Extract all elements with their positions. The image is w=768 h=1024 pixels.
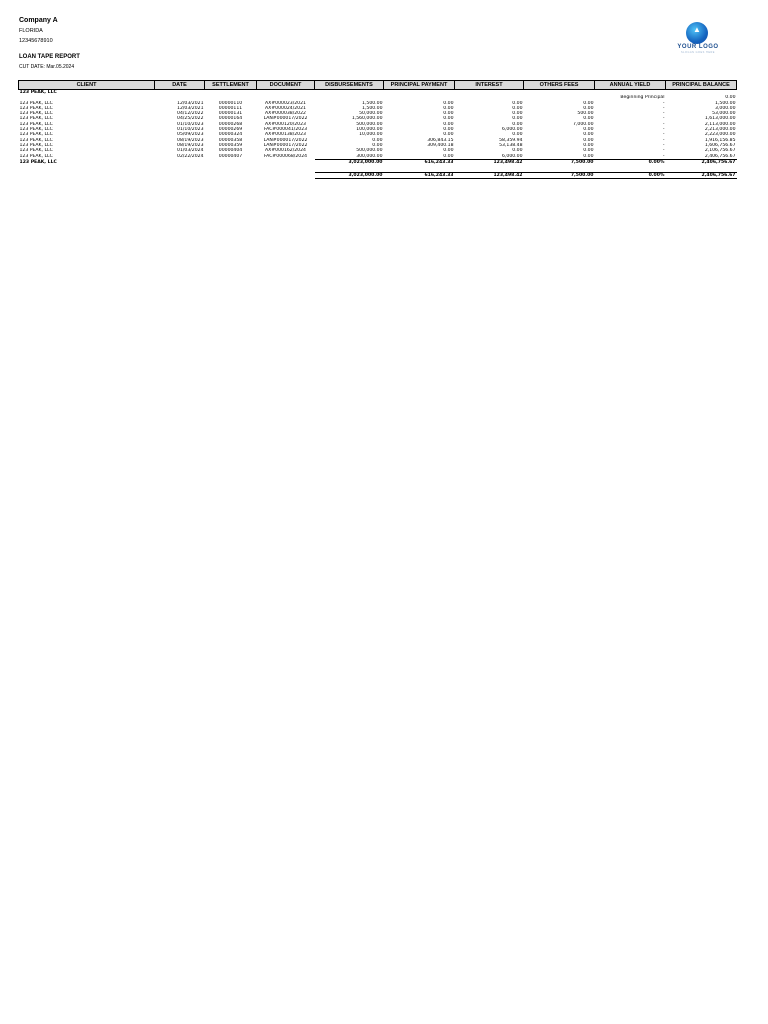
cell-document: AX#000162/2024 bbox=[265, 148, 306, 154]
cell-principal-balance: 1,500.00 bbox=[715, 100, 736, 106]
cell-client: 123 PEAK, LLC bbox=[19, 153, 53, 159]
cell-principal-balance: 2,223,000.00 bbox=[704, 132, 736, 138]
cell-disbursements: 1,560,000.00 bbox=[351, 116, 383, 122]
beginning-principal-balance: 0.00 bbox=[725, 95, 736, 101]
cell-disbursements: 300,000.00 bbox=[356, 153, 383, 159]
col-header-principal-payment: PRINCIPAL PAYMENT bbox=[384, 81, 455, 90]
cell-principal-payment: 0.00 bbox=[443, 116, 454, 122]
cell-date: 04/25/2022 bbox=[177, 116, 204, 122]
cell-others-fees: 0.00 bbox=[583, 116, 594, 122]
cell-interest: 0.00 bbox=[512, 111, 523, 117]
cell-disbursements: 10,000.00 bbox=[359, 132, 383, 138]
cell-date: 02/22/2024 bbox=[177, 153, 204, 159]
cell-client: 123 PEAK, LLC bbox=[19, 142, 53, 148]
cell-date: 08/19/2023 bbox=[177, 142, 204, 148]
logo-text: YOUR LOGO bbox=[677, 44, 719, 50]
col-header-principal-balance: PRINCIPAL BALANCE bbox=[666, 81, 737, 90]
company-phone: 12345678910 bbox=[19, 38, 53, 44]
cell-document: AX#000023/2021 bbox=[265, 100, 306, 106]
cell-disbursements: 0.00 bbox=[372, 142, 383, 148]
cell-date: 12/03/2021 bbox=[177, 105, 204, 111]
subtotal-interest: 123,498.42 bbox=[455, 159, 524, 165]
cell-principal-payment: 0.00 bbox=[443, 148, 454, 154]
cell-date: 08/19/2023 bbox=[177, 137, 204, 143]
cell-date: 01/10/2023 bbox=[177, 121, 204, 127]
cell-disbursements: 100,000.00 bbox=[356, 127, 383, 133]
cell-others-fees: 0.00 bbox=[583, 100, 594, 106]
col-header-document: DOCUMENT bbox=[257, 81, 315, 90]
cell-principal-payment: 0.00 bbox=[443, 127, 454, 133]
cell-document: AX#000120/2023 bbox=[265, 121, 306, 127]
cell-principal-balance: 2,213,000.00 bbox=[704, 127, 736, 133]
cell-others-fees: 0.00 bbox=[583, 137, 594, 143]
report-title: LOAN TAPE REPORT bbox=[19, 54, 80, 60]
cell-disbursements: 500,000.00 bbox=[356, 121, 383, 127]
grand-total-row bbox=[19, 173, 737, 179]
subtotal-principal-balance: 2,406,756.67 bbox=[666, 159, 737, 165]
cell-document: LAN#000017/2022 bbox=[263, 137, 308, 143]
cell-annual-yield: - bbox=[662, 105, 665, 111]
cell-interest: 0.00 bbox=[512, 121, 523, 127]
col-header-interest: INTEREST bbox=[455, 81, 524, 90]
cell-document: LAN#000017/2022 bbox=[263, 116, 308, 122]
cell-annual-yield: - bbox=[662, 100, 665, 106]
cell-date: 05/09/2023 bbox=[177, 132, 204, 138]
cell-interest: 6,000.00 bbox=[502, 153, 523, 159]
cell-date: 04/12/2022 bbox=[177, 111, 204, 117]
cell-date: 01/10/2023 bbox=[177, 127, 204, 133]
cell-annual-yield: - bbox=[662, 148, 665, 154]
company-logo bbox=[672, 22, 724, 56]
cell-document: LAN#000017/2022 bbox=[263, 142, 308, 148]
company-name: Company A bbox=[19, 17, 58, 24]
cell-date: 12/03/2021 bbox=[177, 100, 204, 106]
cell-settlement: 00000358 bbox=[218, 137, 243, 143]
grand-total-disbursements: 3,023,000.00 bbox=[315, 173, 384, 179]
cell-others-fees: 0.00 bbox=[583, 153, 594, 159]
cell-principal-balance: 2,406,756.67 bbox=[704, 153, 736, 159]
loan-tape-table bbox=[18, 80, 737, 179]
cell-interest: 0.00 bbox=[512, 148, 523, 154]
grand-total-others-fees: 7,500.00 bbox=[524, 173, 595, 179]
cell-settlement: 00000324 bbox=[218, 132, 243, 138]
cell-others-fees: 0.00 bbox=[583, 132, 594, 138]
beginning-principal-label: Beginning Principal bbox=[620, 95, 665, 101]
cell-principal-payment: 309,400.18 bbox=[427, 142, 454, 148]
cell-principal-payment: 0.00 bbox=[443, 111, 454, 117]
cell-principal-balance: 1,606,756.67 bbox=[704, 142, 736, 148]
subtotal-annual-yield: 0.00% bbox=[595, 159, 666, 165]
cut-date: CUT DATE: Mar.05.2024 bbox=[19, 64, 75, 70]
cell-annual-yield: - bbox=[662, 111, 665, 117]
subtotal-principal-payment: 616,243.33 bbox=[384, 159, 455, 165]
cell-document: FAC#000041/2023 bbox=[263, 127, 308, 133]
cell-principal-payment: 0.00 bbox=[443, 121, 454, 127]
subtotal-others-fees: 7,500.00 bbox=[524, 159, 595, 165]
cell-disbursements: 1,500.00 bbox=[362, 100, 383, 106]
cell-others-fees: 7,000.00 bbox=[573, 121, 594, 127]
cell-client: 123 PEAK, LLC bbox=[19, 132, 53, 138]
cell-principal-payment: 0.00 bbox=[443, 105, 454, 111]
table-header-row bbox=[19, 81, 737, 90]
cell-interest: 0.00 bbox=[512, 100, 523, 106]
cell-principal-payment: 0.00 bbox=[443, 100, 454, 106]
cell-principal-balance: 2,113,000.00 bbox=[704, 121, 736, 127]
cell-annual-yield: - bbox=[662, 121, 665, 127]
cell-others-fees: 500.00 bbox=[577, 111, 594, 117]
cell-client: 123 PEAK, LLC bbox=[19, 148, 53, 154]
cell-settlement: 00000268 bbox=[218, 121, 243, 127]
cell-interest: 58,359.94 bbox=[499, 137, 523, 143]
cell-principal-balance: 2,106,756.67 bbox=[704, 148, 736, 154]
subtotal-label: 123 PEAK, LLC bbox=[19, 159, 57, 165]
cell-settlement: 00000110 bbox=[218, 100, 243, 106]
cell-settlement: 00000111 bbox=[218, 105, 243, 111]
cell-principal-balance: 1,613,000.00 bbox=[704, 116, 736, 122]
cell-annual-yield: - bbox=[662, 116, 665, 122]
cell-principal-balance: 1,916,156.85 bbox=[704, 137, 736, 143]
cell-interest: 53,138.48 bbox=[499, 142, 523, 148]
cell-principal-payment: 306,843.15 bbox=[427, 137, 454, 143]
cell-principal-payment: 0.00 bbox=[443, 153, 454, 159]
cell-others-fees: 0.00 bbox=[583, 148, 594, 154]
cell-client: 123 PEAK, LLC bbox=[19, 100, 53, 106]
cell-settlement: 00000404 bbox=[218, 148, 243, 154]
logo-tagline: SLOGAN GOES HERE bbox=[681, 51, 715, 54]
cell-principal-balance: 53,000.00 bbox=[712, 111, 736, 117]
cell-settlement: 00000131 bbox=[218, 111, 243, 117]
col-header-settlement: SETTLEMENT bbox=[205, 81, 257, 90]
cell-interest: 0.00 bbox=[512, 132, 523, 138]
logo-icon: ▲ bbox=[686, 22, 708, 44]
cell-principal-payment: 0.00 bbox=[443, 132, 454, 138]
cell-annual-yield: - bbox=[662, 153, 665, 159]
col-header-others-fees: OTHERS FEES bbox=[524, 81, 595, 90]
cell-others-fees: 0.00 bbox=[583, 105, 594, 111]
grand-total-principal-balance: 2,406,756.67 bbox=[666, 173, 737, 179]
cell-client: 123 PEAK, LLC bbox=[19, 121, 53, 127]
cell-client: 123 PEAK, LLC bbox=[19, 127, 53, 133]
cell-client: 123 PEAK, LLC bbox=[19, 105, 53, 111]
cell-document: AX#000138/2023 bbox=[265, 132, 306, 138]
cell-client: 123 PEAK, LLC bbox=[19, 111, 53, 117]
cell-document: AX#000024/2021 bbox=[265, 105, 306, 111]
col-header-annual-yield: ANNUAL YIELD bbox=[595, 81, 666, 90]
grand-total-interest: 123,498.42 bbox=[455, 173, 524, 179]
cell-disbursements: 500,000.00 bbox=[356, 148, 383, 154]
grand-total-annual-yield: 0.00% bbox=[595, 173, 666, 179]
cell-annual-yield: - bbox=[662, 127, 665, 133]
group-name: 123 PEAK, LLC bbox=[19, 90, 737, 96]
cell-annual-yield: - bbox=[662, 142, 665, 148]
cell-date: 01/03/2024 bbox=[177, 148, 204, 154]
cell-interest: 6,000.00 bbox=[502, 127, 523, 133]
cell-settlement: 00000359 bbox=[218, 142, 243, 148]
col-header-disbursements: DISBURSEMENTS bbox=[315, 81, 384, 90]
cell-interest: 0.00 bbox=[512, 116, 523, 122]
cell-settlement: 00000269 bbox=[218, 127, 243, 133]
cell-client: 123 PEAK, LLC bbox=[19, 137, 53, 143]
cell-document: FAC#000068/2024 bbox=[263, 153, 308, 159]
cell-interest: 0.00 bbox=[512, 105, 523, 111]
grand-total-principal-payment: 616,243.33 bbox=[384, 173, 455, 179]
cell-others-fees: 0.00 bbox=[583, 142, 594, 148]
cell-disbursements: 50,000.00 bbox=[359, 111, 383, 117]
cell-client: 123 PEAK, LLC bbox=[19, 116, 53, 122]
cell-settlement: 00000407 bbox=[218, 153, 243, 159]
cell-principal-balance: 3,000.00 bbox=[715, 105, 736, 111]
subtotal-disbursements: 3,023,000.00 bbox=[315, 159, 384, 165]
col-header-date: DATE bbox=[155, 81, 205, 90]
cell-document: AX#000038/2022 bbox=[265, 111, 306, 117]
col-header-client: CLIENT bbox=[19, 81, 155, 90]
cell-disbursements: 1,500.00 bbox=[362, 105, 383, 111]
cell-settlement: 00000164 bbox=[218, 116, 243, 122]
cell-others-fees: 0.00 bbox=[583, 127, 594, 133]
cell-annual-yield: - bbox=[662, 137, 665, 143]
cell-disbursements: 0.00 bbox=[372, 137, 383, 143]
company-state: FLORIDA bbox=[19, 28, 43, 34]
cell-annual-yield: - bbox=[662, 132, 665, 138]
